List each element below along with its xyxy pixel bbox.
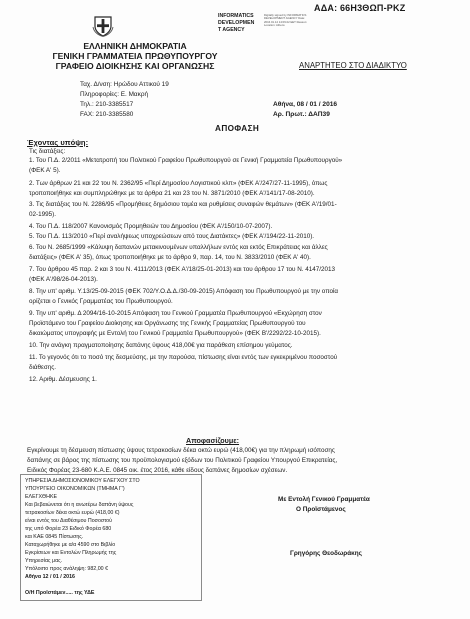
contact-line: Πληροφορίες: Ε. Μακρή (80, 91, 149, 98)
box-line: είναι εντός του Διαθέσιμου Ποσοστού (25, 518, 113, 524)
stamp-line: T AGENCY (218, 27, 245, 33)
box-line: και ΚΑΕ 0845 Πίστωσης. (25, 534, 84, 540)
ada-code: ΑΔΑ: 66Η3ΘΩΠ-ΡΚΖ (314, 3, 406, 13)
box-line: ΥΠΗΡΕΣΙΑ ΔΗΜΟΣΙΟΝΟΜΙΚΟΥ ΕΛΕΓΧΟΥ ΣΤΟ (25, 478, 140, 484)
anartiteo-label: ΑΝΑΡΤΗΤΕΟ ΣΤΟ ΔΙΑΔΙΚΤΥΟ (299, 61, 407, 70)
item-line: 1. Του Π.Δ. 2/2011 «Μετατροπή του Πολιτικού Γραφείου Πρωθυπουργού σε Γενική Γραμματεία Πρωθυπουργού» (29, 157, 343, 164)
item-line: τροποποιήθηκε και συμπληρώθηκε με τα άρθρα 21 και 23 του Ν. 3871/2010 (ΦΕΚ Α'/141/17-08-2010). (29, 190, 315, 197)
contact-line: Ταχ. Δ/νση: Ηρώδου Αττικού 19 (80, 81, 169, 88)
item-line: Προϊστάμενο του Γραφείου Διοίκησης και Οργάνωσης της Γενικής Γραμματείας Πρωθυπουργού του (29, 320, 306, 327)
box-line: Καταχωρήθηκε με α/α 4590 στο Βιβλίο (25, 542, 116, 548)
item-line: 8. Την υπ' αριθμ. Υ.13/25-09-2015 (ΦΕΚ 702/Υ.Ο.Δ.Δ./30-09-2015) Απόφαση του Πρωθυπουργού με την οποία (29, 288, 338, 295)
stamp-line: DEVELOPMEN (218, 20, 255, 26)
box-line: τετρακοσίων δέκα οκτώ ευρώ (418,00 €) (25, 510, 120, 516)
signature-role: Ο Προϊστάμενος (296, 506, 346, 513)
considering-heading: Έχοντας υπόψη: (27, 138, 89, 147)
item-line: 10. Την ανάγκη πραγματοποίησης δαπάνης ύψους 418,00€ για παράθεση επίσημου γεύματος. (29, 342, 293, 349)
contact-line: Τηλ.: 210-3385517 (80, 101, 134, 108)
gov-line: ΕΛΛΗΝΙΚΗ ΔΗΜΟΚΡΑΤΙΑ (83, 41, 187, 51)
box-line: ΕΛΕΓΧΘΗΚΕ (25, 494, 58, 500)
document-title: ΑΠΟΦΑΣΗ (215, 124, 260, 133)
item-line: (ΦΕΚ Α'/98/26-04-2013). (29, 276, 98, 283)
item-line: 5. Του Π.Δ. 113/2010 «Περί αναλήψεως υποχρεώσεων από τους Διατάκτες» (ΦΕΚ Α'/194/22-11-2010). (29, 233, 315, 240)
protocol-number: Αρ. Πρωτ.: ΔΑΠ39 (273, 111, 330, 118)
box-line: Και βεβαιώνεται ότι η ανωτέρω δαπάνη ύψους (25, 502, 134, 508)
box-line: ΥΠΟΥΡΓΕΙΟ ΟΙΚΟΝΟΜΙΚΩΝ (ΤΜΗΜΑ Γ') (25, 486, 125, 492)
signatory-name: Γρηγόρης Θεοδωράκης (290, 550, 362, 557)
item-line: διάθεσης. (29, 364, 57, 371)
digital-signature-stamp (218, 13, 306, 36)
item-line: 6. Του Ν. 2685/1999 «Κάλυψη δαπανών μετακινουμένων υπαλλήλων εντός και εκτός Επικράτειας και άλλες (29, 244, 328, 251)
box-line: Υπηρεσίας μας. (25, 558, 63, 564)
stamp-line: INFORMATICS (218, 13, 254, 19)
signature-authority: Με Εντολή Γενικού Γραμματέα (278, 496, 370, 503)
item-line: 9. Την υπ' αριθμ. Δ 2094/16-10-2015 Απόφαση του Γενικού Γραμματέα Πρωθυπουργού «Εκχώρηση στον (29, 310, 322, 317)
item-line: 3. Τις διατάξεις του Ν. 2286/95 «Προμήθειες δημόσιου τομέα και ρυθμίσεις συναφών θεμάτων» (ΦΕΚ Α'/19/01- (29, 201, 337, 208)
item-line: 12. Αριθμ. Δέσμευσης 1. (29, 376, 97, 383)
item-line: 2. Των άρθρων 21 και 22 του Ν. 2362/95 «Περί Δημοσίου Λογιστικού κλπ» (ΦΕΚ Α'/247/27-11-1995), όπως (29, 180, 328, 187)
item-line: 11. Το γεγονός ότι το ποσό της δεσμεύσης, με την παρούσα, πίστωσης είναι εντός των εγκεκριμένου ποσοστού (29, 354, 338, 361)
decision-line: Εγκρίνουμε τη δέσμευση πίστωσης ύψους τετρακοσίων δέκα οκτώ ευρώ (418,00€) για την πληρωμή ισόποσης (27, 447, 335, 454)
item-line: 7. Του άρθρου 45 παρ. 2 και 3 του Ν. 4111/2013 (ΦΕΚ Α'/18/25-01-2013) και του άρθρου 17 του Ν. 4147/2013 (29, 266, 336, 273)
box-line: της υπό Φορέα 23 Ειδικό Φορέα 680 (25, 526, 112, 532)
decision-line: δαπάνης σε βάρος της πίστωσης του προϋπολογισμού εξόδων του Πολιτικού Γραφείου Υπουργού Επικρατείας, (27, 457, 338, 464)
diataxeis-label: Τις διατάξεις: (29, 148, 66, 155)
item-line: ορίζεται ο Γενικός Γραμματέας του Πρωθυπουργού. (29, 298, 173, 305)
item-line: 4. Του Π.Δ. 118/2007 Κανονισμός Προμηθειών του Δημοσίου (ΦΕΚ Α'/150/10-07-2007). (29, 223, 273, 230)
item-line: διατάξεις» (ΦΕΚ Α' 35), όπως τροποποιήθηκε με το άρθρο 9, παρ. 14, του Ν. 3833/2010 (ΦΕΚ Α' 40). (29, 254, 311, 261)
box-line: Υπόλοιπο προς ανάληψη: 982,00 € (25, 566, 109, 572)
item-line: (ΦΕΚ Α' 5). (29, 167, 61, 174)
stamp-details: Digitally signed by INFORMATICS DEVELOPMENT AGENCY Date: 2016.01.12 14:09:22 EET Reason: Location: Athens (264, 13, 308, 28)
box-line: Αθήνα 12 / 01 / 2016 (25, 574, 75, 580)
item-line: 02-1995). (29, 211, 56, 218)
box-line: Εγκρίσεων και Εντολών Πληρωμής της (25, 550, 117, 556)
decision-heading: Αποφασίζουμε: (186, 436, 240, 445)
gov-line: ΓΕΝΙΚΗ ΓΡΑΜΜΑΤΕΙΑ ΠΡΩΘΥΠΟΥΡΓΟΥ (52, 51, 218, 61)
document-date: Αθήνα, 08 / 01 / 2016 (273, 101, 338, 108)
contact-line: FAX: 210-3385580 (80, 111, 134, 118)
greek-coat-of-arms-icon (92, 15, 114, 37)
item-line: δικαιώματος υπογραφής με Εντολή του Γενικού Γραμματέα Πρωθυπουργού» (ΦΕΚ Β'/2292/22-10-2015). (29, 330, 321, 337)
decision-line: Ειδικός Φορέας 23-680 Κ.Α.Ε. 0845 οικ. έτος 2016, κάθε είδους δαπάνες δημοσίων σχέσεων. (27, 467, 288, 474)
box-line: Ο/Η Προϊστάμεν..... της ΥΔΕ (25, 590, 95, 596)
gov-line: ΓΡΑΦΕΙΟ ΔΙΟΙΚΗΣΗΣ ΚΑΙ ΟΡΓΑΝΩΣΗΣ (55, 61, 215, 71)
